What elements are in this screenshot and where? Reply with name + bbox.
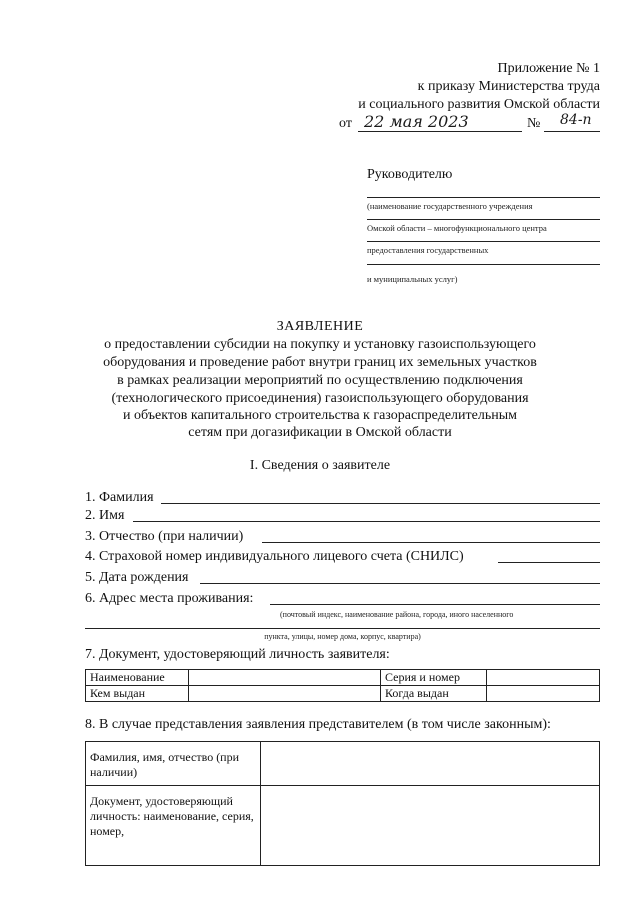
number-prefix: № — [527, 116, 541, 131]
address-hint-1: (почтовый индекс, наименование района, города, иного населенного — [280, 610, 514, 619]
field-name-line — [133, 521, 600, 522]
field-snils-label: 4. Страховой номер индивидуального лицевого счета (СНИЛС) — [85, 549, 464, 564]
document-title-line-6: сетям при догазификации в Омской области — [188, 425, 452, 440]
rep-doc-value[interactable] — [261, 786, 600, 866]
document-title-line-4: (технологического присоединения) газоиспользующего оборудования — [111, 391, 529, 406]
date-handwritten: 22 мая 2023 — [364, 112, 469, 131]
representative-table — [85, 741, 600, 866]
field-address-line-2 — [85, 628, 600, 629]
doc-name-value[interactable] — [189, 670, 381, 686]
rep-fio-value[interactable] — [261, 742, 600, 786]
section-1-title: I. Сведения о заявителе — [249, 458, 391, 473]
doc-issued-by-value[interactable] — [189, 686, 381, 702]
field-address-line-1 — [270, 604, 600, 605]
field-address-label: 6. Адрес места проживания: — [85, 591, 254, 606]
doc-series-value[interactable] — [487, 670, 600, 686]
addressee-hint-4: и муниципальных услуг) — [367, 274, 458, 284]
addressee-hint-1: (наименование государственного учреждения — [367, 201, 533, 211]
field-representative-label: 8. В случае представления заявления представителем (в том числе законным): — [85, 717, 551, 732]
field-patronymic-label: 3. Отчество (при наличии) — [85, 529, 244, 544]
addressee-hint-3: предоставления государственных — [367, 245, 489, 255]
date-prefix: от — [339, 116, 352, 131]
appendix-line-2: к приказу Министерства труда — [417, 79, 600, 94]
document-heading: ЗАЯВЛЕНИЕ — [276, 319, 364, 334]
doc-issued-when-label: Когда выдан — [381, 686, 487, 702]
document-title-line-5: и объектов капитального строительства к газораспределительным — [123, 408, 517, 423]
rep-doc-label: Документ, удостоверяющий личность: наименование, серия, номер, — [86, 786, 261, 866]
appendix-line-1: Приложение № 1 — [497, 61, 600, 76]
addressee-title: Руководителю — [367, 167, 453, 182]
field-surname-line — [161, 503, 600, 504]
field-snils-line — [498, 562, 600, 563]
document-title-line-1: о предоставлении субсидии на покупку и установку газоиспользующего — [104, 337, 536, 352]
rep-fio-label: Фамилия, имя, отчество (при наличии) — [86, 742, 261, 786]
field-surname-label: 1. Фамилия — [85, 490, 154, 505]
field-name-label: 2. Имя — [85, 508, 125, 523]
document-title-line-2: оборудования и проведение работ внутри границ их земельных участков — [103, 355, 537, 370]
field-birthdate-line — [200, 583, 600, 584]
addressee-hint-2: Омской области – многофункционального центра — [367, 223, 547, 233]
field-birthdate-label: 5. Дата рождения — [85, 570, 189, 585]
number-handwritten: 84-п — [560, 112, 592, 128]
doc-issued-when-value[interactable] — [487, 686, 600, 702]
identity-doc-table — [85, 669, 600, 702]
field-patronymic-line — [262, 542, 600, 543]
appendix-line-3: и социального развития Омской области — [358, 97, 600, 112]
doc-name-label: Наименование — [86, 670, 189, 686]
document-title-line-3: в рамках реализации мероприятий по осуществлению подключения — [117, 373, 523, 388]
doc-issued-by-label: Кем выдан — [86, 686, 189, 702]
doc-series-label: Серия и номер — [381, 670, 487, 686]
field-identity-doc-label: 7. Документ, удостоверяющий личность заявителя: — [85, 647, 390, 662]
address-hint-2: пункта, улицы, номер дома, корпус, квартира) — [264, 632, 421, 641]
